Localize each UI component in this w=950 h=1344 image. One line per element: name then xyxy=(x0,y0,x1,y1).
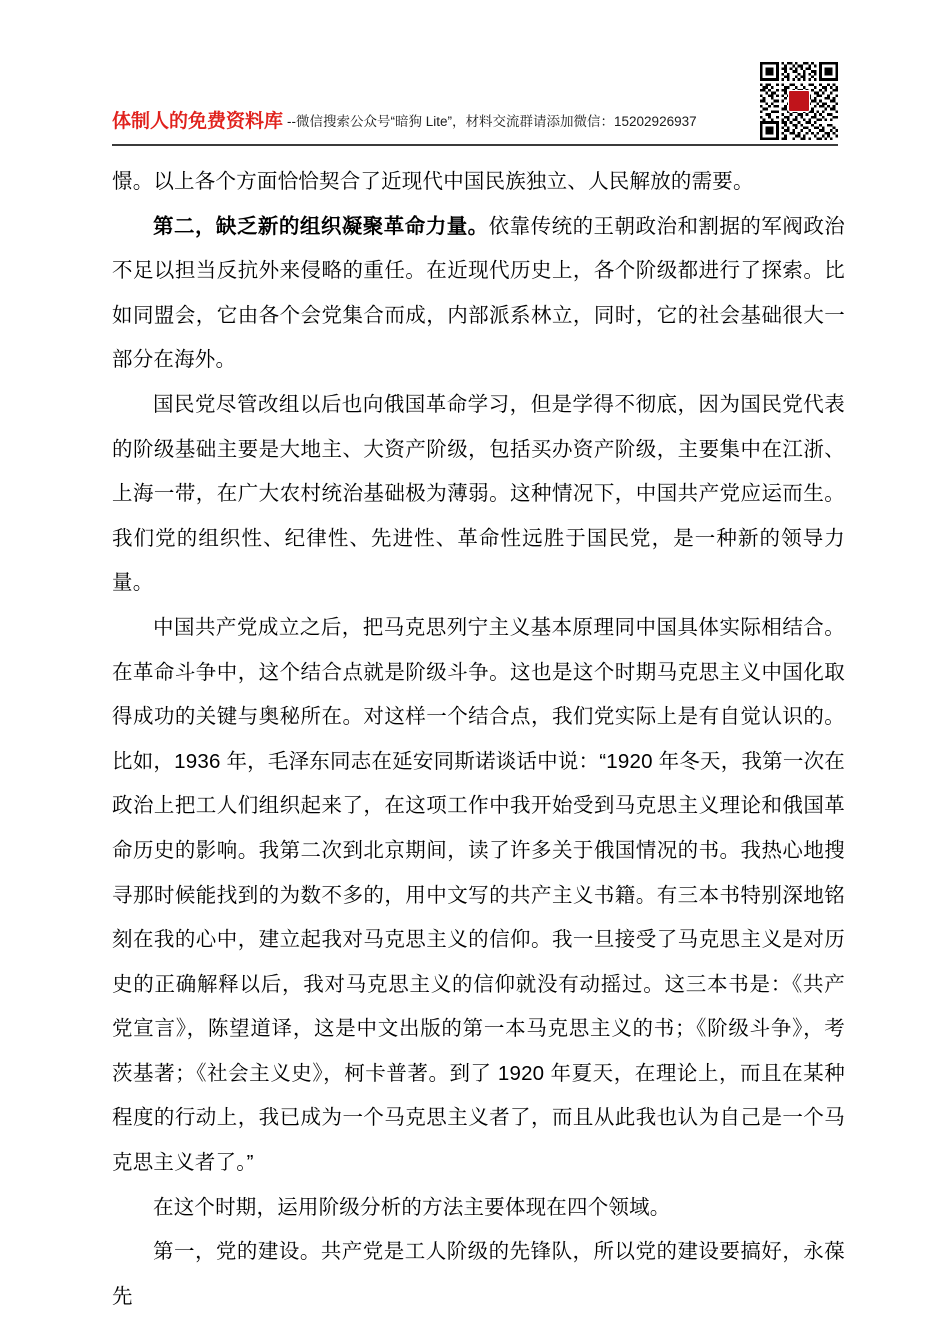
promo-subtitle: --微信搜索公众号“暗狗 Lite”，材料交流群请添加微信：15202926937 xyxy=(287,114,697,129)
paragraph-text: 在这个时期，运用阶级分析的方法主要体现在四个领域。 xyxy=(153,1195,671,1219)
paragraph-2 xyxy=(112,205,845,383)
paragraph-3 xyxy=(112,383,845,606)
header-divider xyxy=(112,144,838,146)
qr-center-logo xyxy=(788,90,810,112)
promo-header xyxy=(112,62,838,140)
paragraph-4 xyxy=(112,606,845,1186)
paragraph-text: 依靠传统的王朝政治和割据的军阀政治不足以担当反抗外来侵略的重任。在近现代历史上，各个阶级都进行了探索。比如同盟会，它由各个会党集合而成，内部派系林立，同时，它的社会基础很大一部分在海外。 xyxy=(112,214,846,372)
paragraph-text: 憬。以上各个方面恰恰契合了近现代中国民族独立、人民解放的需要。 xyxy=(112,170,754,193)
paragraph-text: 中国共产党成立之后，把马克思列宁主义基本原理同中国具体实际相结合。在革命斗争中，这个结合点就是阶级斗争。这也是这个时期马克思主义中国化取得成功的关键与奥秘所在。对这样一个结合点，我们党实际上是有自觉认识的。比如，1936 年，毛泽东同志在延安同斯诺谈话中说：“1920 年冬天，我第一次在政治上把工人们组织起来了，在这项工作中我开始受到马克思主义理论和俄国革命历史的影响。我第二次到北京期间，读了许多关于俄国情况的书。我热心地搜寻那时候能找到的为数不多的，用中文写的共产主义书籍。有三本书特别深地铭刻在我的心中，建立起我对马克思主义的信仰。我一旦接受了马克思主义是对历史的正确解释以后，我对马克思主义的信仰就没有动摇过。这三本书是：《共产党宣言》，陈望道译，这是中文出版的第一本马克思主义的书；《阶级斗争》，考茨基著；《社会主义史》，柯卡普著。到了 1920 年夏天，在理论上，而且在某种程度的行动上，我已成为一个马克思主义者了，而且从此我也认为自己是一个马克思主义者了。” xyxy=(112,615,845,1175)
paragraph-6 xyxy=(112,1230,845,1319)
paragraph-bold-lead: 第二，缺乏新的组织凝聚革命力量。 xyxy=(153,214,489,238)
promo-text-line xyxy=(112,103,762,133)
promo-title: 体制人的免费资料库 xyxy=(112,111,284,132)
paragraph-5 xyxy=(112,1186,845,1231)
paragraph-text: 国民党尽管改组以后也向俄国革命学习，但是学得不彻底，因为国民党代表的阶级基础主要是大地主、大资产阶级，包括买办资产阶级，主要集中在江浙、上海一带，在广大农村统治基础极为薄弱。这种情况下，中国共产党应运而生。我们党的组织性、纪律性、先进性、革命性远胜于国民党，是一种新的领导力量。 xyxy=(112,392,845,595)
qr-code-wrapper xyxy=(760,62,838,140)
paragraph-1 xyxy=(112,160,845,205)
document-body xyxy=(112,160,845,1319)
qr-code-image xyxy=(760,62,838,140)
paragraph-text: 第一，党的建设。共产党是工人阶级的先锋队，所以党的建设要搞好，永葆先 xyxy=(112,1240,845,1308)
